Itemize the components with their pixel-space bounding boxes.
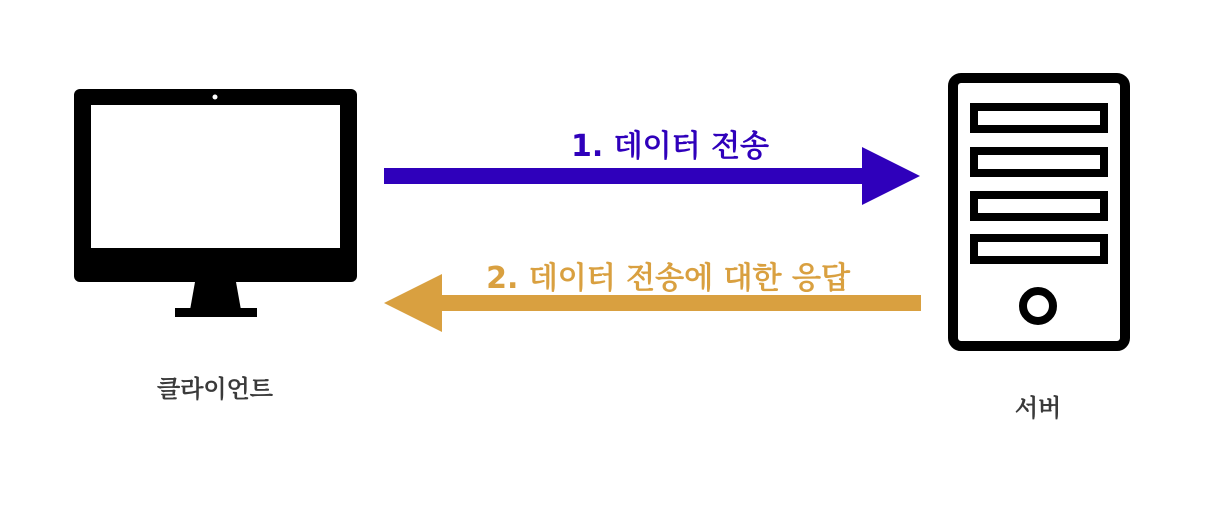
response-arrow-label: 2. 데이터 전송에 대한 응답 [486, 261, 850, 296]
request-arrow-shaft [384, 168, 868, 184]
client-label: 클라이언트 [157, 375, 273, 403]
request-arrow-label: 1. 데이터 전송 [570, 129, 770, 164]
monitor-icon [74, 89, 357, 317]
monitor-neck [190, 282, 241, 310]
server-power-button [1023, 291, 1053, 321]
response-arrow-shaft [436, 295, 921, 311]
monitor-screen [91, 105, 340, 248]
monitor-base [175, 308, 257, 317]
server-label: 서버 [1014, 394, 1062, 422]
request-arrow-head [862, 147, 920, 205]
server-bay-2 [974, 151, 1104, 173]
response-arrow-head [384, 274, 442, 332]
server-tower-icon [953, 78, 1125, 346]
server-case [953, 78, 1125, 346]
server-bay-4 [974, 238, 1104, 260]
server-bay-1 [974, 107, 1104, 129]
monitor-camera [213, 95, 218, 100]
server-bay-3 [974, 195, 1104, 217]
